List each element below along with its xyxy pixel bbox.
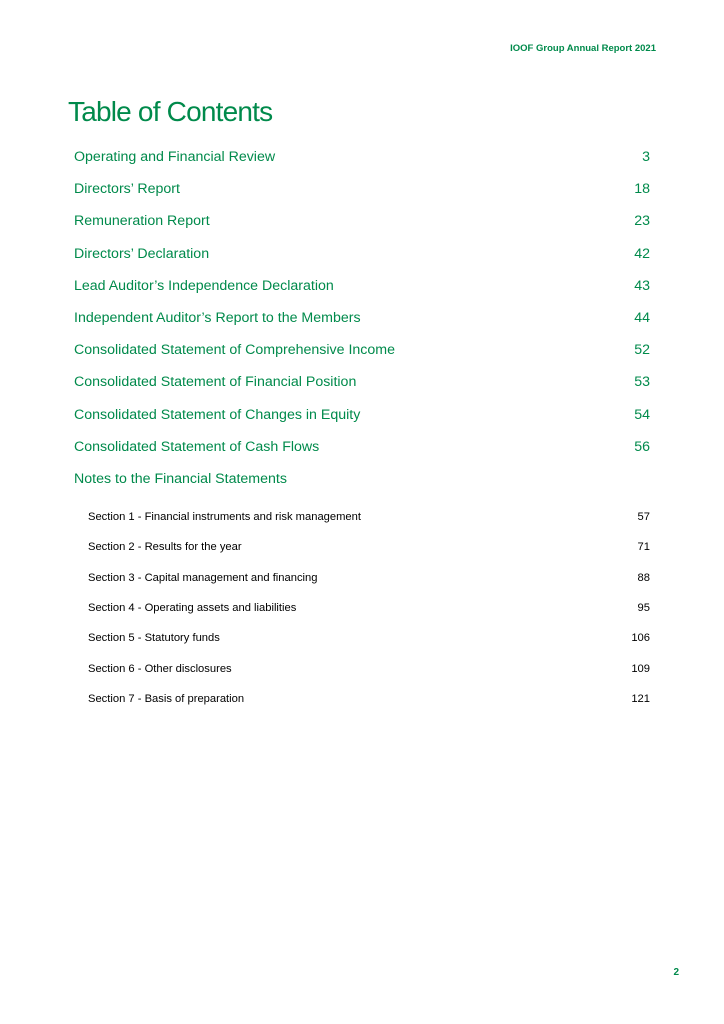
toc-entry-page: 23 bbox=[634, 213, 650, 230]
toc-entry-page: 52 bbox=[634, 342, 650, 359]
toc-entry-label: Consolidated Statement of Comprehensive Income bbox=[74, 342, 395, 359]
toc-section-page: 121 bbox=[631, 692, 650, 705]
toc-entry-notes-financial-statements[interactable] bbox=[74, 463, 650, 495]
toc-entry-label: Lead Auditor’s Independence Declaration bbox=[74, 277, 334, 294]
toc-entry-page: 54 bbox=[634, 406, 650, 423]
toc-entry-cash-flows[interactable] bbox=[74, 431, 650, 463]
toc-entry-page: 43 bbox=[634, 277, 650, 294]
toc-entry-page: 53 bbox=[634, 374, 650, 391]
toc-sections-list bbox=[88, 502, 650, 714]
page-title: Table of Contents bbox=[68, 96, 273, 127]
toc-entry-label: Consolidated Statement of Changes in Equity bbox=[74, 406, 361, 423]
toc-section-page: 106 bbox=[631, 632, 650, 645]
toc-entry-financial-position[interactable] bbox=[74, 366, 650, 398]
toc-section-label: Section 6 - Other disclosures bbox=[88, 662, 232, 675]
toc-entry-label: Directors’ Report bbox=[74, 181, 180, 198]
toc-section-page: 88 bbox=[637, 571, 650, 584]
toc-entry-label: Independent Auditor’s Report to the Members bbox=[74, 310, 361, 327]
toc-entry-remuneration-report[interactable] bbox=[74, 205, 650, 237]
toc-section-label: Section 2 - Results for the year bbox=[88, 541, 242, 554]
report-header-title: IOOF Group Annual Report 2021 bbox=[510, 43, 656, 54]
toc-section-7[interactable] bbox=[88, 684, 650, 714]
toc-entry-label: Directors’ Declaration bbox=[74, 245, 210, 262]
toc-entry-label: Notes to the Financial Statements bbox=[74, 470, 287, 487]
toc-entry-directors-declaration[interactable] bbox=[74, 238, 650, 270]
toc-entry-label: Consolidated Statement of Cash Flows bbox=[74, 438, 320, 455]
toc-section-4[interactable] bbox=[88, 593, 650, 623]
toc-section-page: 71 bbox=[637, 541, 650, 554]
toc-section-label: Section 7 - Basis of preparation bbox=[88, 692, 245, 705]
toc-entry-operating-financial-review[interactable] bbox=[74, 141, 650, 173]
toc-entry-comprehensive-income[interactable] bbox=[74, 334, 650, 366]
toc-entry-label: Operating and Financial Review bbox=[74, 149, 276, 166]
toc-section-3[interactable] bbox=[88, 563, 650, 593]
toc-entry-independent-auditor-report[interactable] bbox=[74, 302, 650, 334]
toc-main-list bbox=[74, 141, 650, 495]
toc-section-label: Section 4 - Operating assets and liabilities bbox=[88, 602, 297, 615]
toc-section-label: Section 3 - Capital management and financing bbox=[88, 571, 318, 584]
toc-entry-changes-in-equity[interactable] bbox=[74, 399, 650, 431]
toc-section-1[interactable] bbox=[88, 502, 650, 532]
toc-entry-page: 56 bbox=[634, 438, 650, 455]
page-number: 2 bbox=[673, 967, 679, 978]
toc-entry-page: 3 bbox=[642, 149, 650, 166]
toc-entry-page: 44 bbox=[634, 310, 650, 327]
toc-entry-page: 18 bbox=[634, 181, 650, 198]
toc-section-label: Section 1 - Financial instruments and risk management bbox=[88, 511, 361, 524]
toc-entry-directors-report[interactable] bbox=[74, 173, 650, 205]
toc-entry-page: 42 bbox=[634, 245, 650, 262]
toc-section-page: 57 bbox=[637, 511, 650, 524]
toc-section-label: Section 5 - Statutory funds bbox=[88, 632, 220, 645]
toc-section-page: 95 bbox=[637, 602, 650, 615]
toc-section-2[interactable] bbox=[88, 532, 650, 562]
toc-section-5[interactable] bbox=[88, 623, 650, 653]
toc-entry-lead-auditor-declaration[interactable] bbox=[74, 270, 650, 302]
toc-entry-label: Remuneration Report bbox=[74, 213, 210, 230]
toc-entry-label: Consolidated Statement of Financial Position bbox=[74, 374, 357, 391]
toc-section-6[interactable] bbox=[88, 653, 650, 683]
toc-section-page: 109 bbox=[631, 662, 650, 675]
